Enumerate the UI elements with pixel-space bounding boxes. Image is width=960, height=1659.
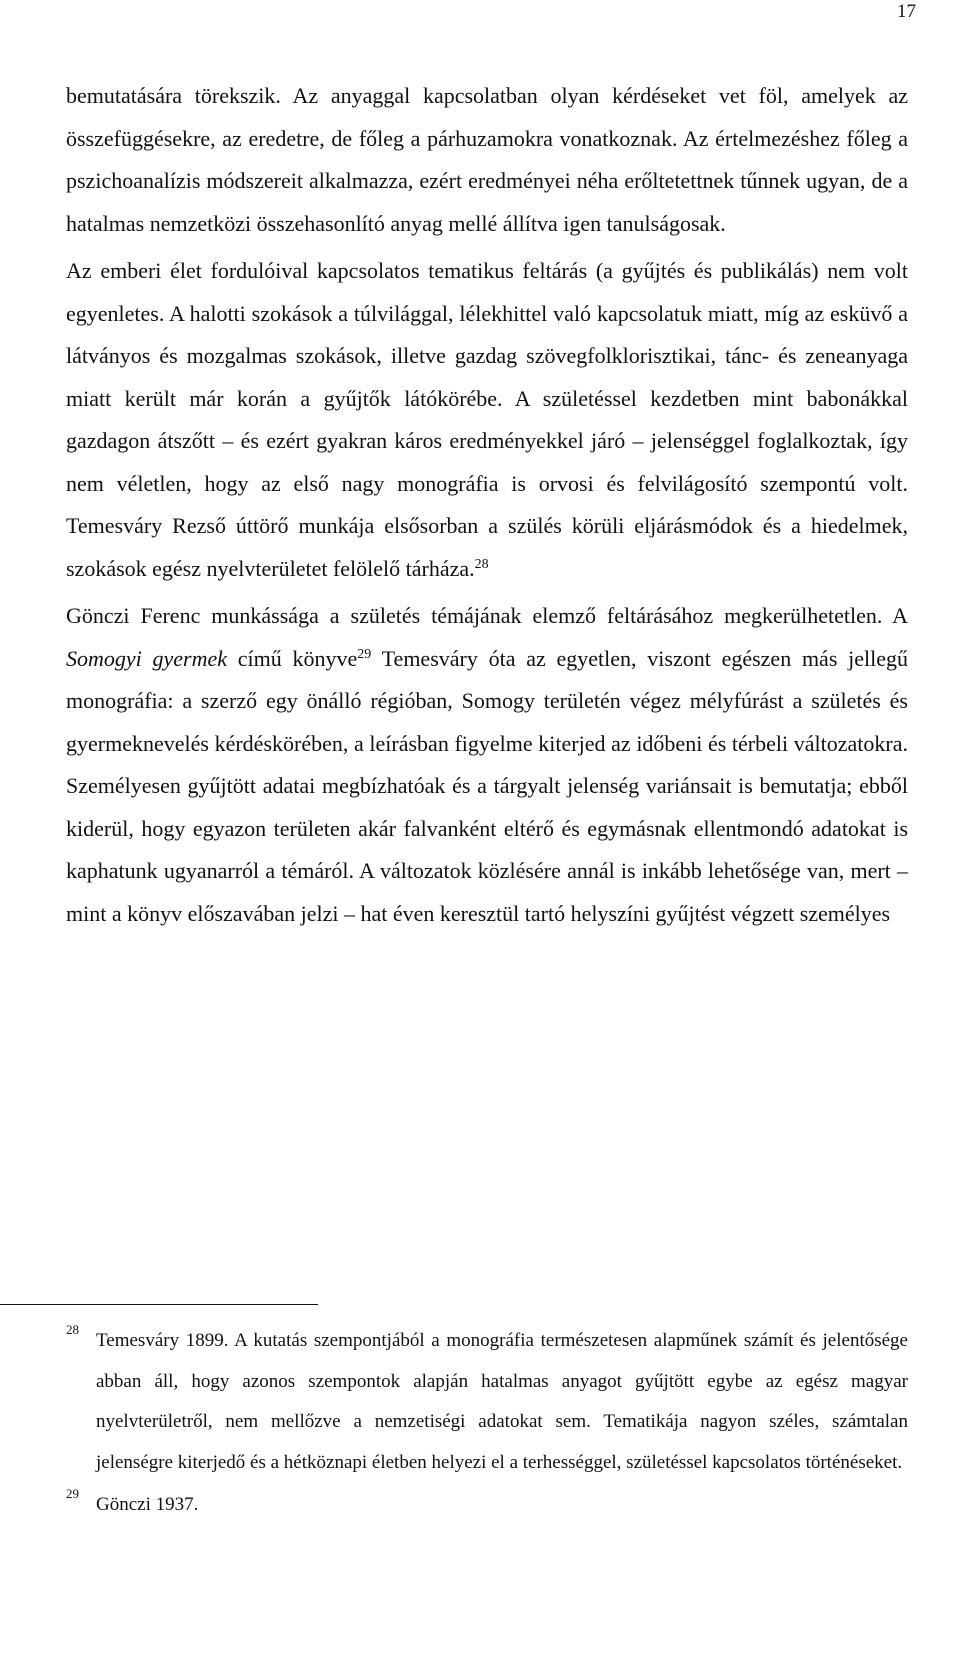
footnote-29 — [66, 1485, 908, 1526]
footnote-ref-28: 28 — [474, 556, 489, 572]
page-number: 17 — [897, 1, 916, 22]
paragraph-1: bemutatására törekszik. Az anyaggal kapcsolatban olyan kérdéseket vet föl, amelyek az összefüggésekre, az eredetre, de főleg a párhuzamokra vonatkoznak. Az értelmezéshez főleg a pszichoanalízis módszereit alkalmazza, ezért eredményei néha erőltetettnek tűnnek ugyan, de a hatalmas nemzetközi összehasonlító anyag mellé állítva igen tanulságosak. — [66, 83, 908, 236]
footnote-number: 28 — [66, 1322, 79, 1337]
paragraph-2 — [66, 250, 908, 590]
book-title: Somogyi gyermek — [66, 645, 228, 671]
main-text — [66, 75, 908, 935]
footnote-number: 29 — [66, 1486, 79, 1501]
footnote-ref-29: 29 — [357, 646, 372, 662]
paragraph-3-text-a: Gönczi Ferenc munkássága a születés témájának elemző feltárásához megkerülhetetlen. A — [66, 603, 908, 628]
footnote-separator — [0, 1304, 318, 1305]
footnotes — [66, 1321, 908, 1526]
footnote-28 — [66, 1321, 908, 1483]
paragraph-3-text-b: című könyve — [227, 645, 358, 671]
paragraph-2-text: Az emberi élet fordulóival kapcsolatos tematikus feltárás (a gyűjtés és publikálás) nem volt egyenletes. A halotti szokások a túlvilággal, lélekhittel való kapcsolatuk miatt, míg az esküvő a látványos és mozgalmas szokások, illetve gazdag szövegfolklorisztikai, tánc- és zeneanyaga miatt került már korán a gyűjtők látókörébe. A születéssel kezdetben mint babonákkal gazdagon átszőtt – és ezért gyakran káros eredményekkel járó – jelenséggel foglalkoztak, így nem véletlen, hogy az első nagy monográfia is orvosi és felvilágosító szempontú volt. Temesváry Rezső úttörő munkája elsősorban a szülés körüli eljárásmódok és a hiedelmek, szokások egész nyelvterületet felölelő tárháza. — [66, 258, 908, 581]
footnote-text: Gönczi 1937. — [96, 1494, 199, 1515]
footnote-text: Temesváry 1899. A kutatás szempontjából a monográfia természetesen alapműnek számít és jelentősége abban áll, hogy azonos szempontok alapján hatalmas anyagot gyűjtött egybe az egész magyar nyelvterületről, nem mellőzve a nemzetiségi adatokat sem. Tematikája nagyon széles, számtalan jelenségre kiterjedő és a hétköznapi életben helyezi el a terhességgel, születéssel kapcsolatos történéseket. — [96, 1330, 908, 1473]
paragraph-3-text-c: Temesváry óta az egyetlen, viszont egészen más jellegű monográfia: a szerző egy önálló régióban, Somogy területén végez mélyfúrást a születés és gyermeknevelés kérdéskörében, a leírásban figyelme kiterjed az időbeni és térbeli változatokra. Személyesen gyűjtött adatai megbízhatóak és a tárgyalt jelenség variánsait is bemutatja; ebből kiderül, hogy egyazon területen akár falvanként eltérő és egymásnak ellentmondó adatokat is kaphatunk ugyanarról a témáról. A változatok közlésére annál is inkább lehetősége van, mert – mint a könyv előszavában jelzi – hat éven keresztül tartó helyszíni gyűjtést végzett személyes — [66, 645, 908, 926]
paragraph-3 — [66, 595, 908, 935]
